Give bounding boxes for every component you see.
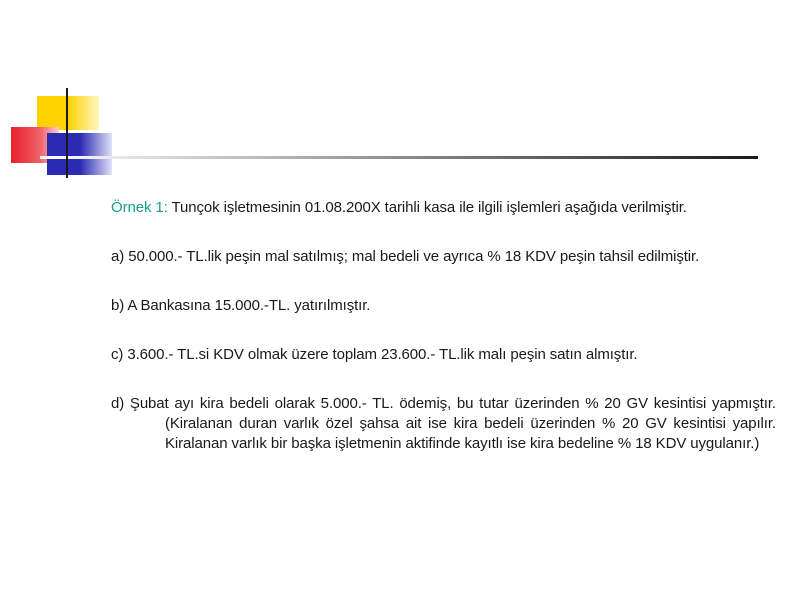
item-d: d) Şubat ayı kira bedeli olarak 5.000.- TL. ödemiş, bu tutar üzerinden % 20 GV kesintisi yapmıştır. (Kiralanan duran varlık özel şahsa ait ise kira bedeli üzerinden % 20 GV kesintisi yapılır. Kiralanan varlık bir başka işletmenin aktifinde kayıtlı ise kira bedeline % 18 KDV uygulanır.)	[111, 395, 776, 452]
vertical-line	[66, 88, 68, 178]
example-label: Örnek 1:	[111, 199, 168, 216]
item-a: a) 50.000.- TL.lik peşin mal satılmış; mal bedeli ve ayrıca % 18 KDV peşin tahsil edilmiştir.	[111, 248, 700, 265]
example-title	[111, 198, 776, 218]
decorative-squares-graphic	[0, 0, 800, 200]
yellow-gradient-square	[68, 96, 99, 130]
content-area	[111, 198, 776, 483]
blue-gradient-square	[80, 133, 112, 175]
blue-square	[47, 133, 80, 175]
example-text: Tunçok işletmesinin 01.08.200X tarihli kasa ile ilgili işlemleri aşağıda verilmiştir.	[167, 199, 687, 216]
yellow-square	[37, 96, 68, 130]
item-b: b) A Bankasına 15.000.-TL. yatırılmıştır.	[111, 297, 371, 314]
horizontal-divider-line	[40, 156, 758, 159]
item-c: c) 3.600.- TL.si KDV olmak üzere toplam 23.600.- TL.lik malı peşin satın almıştır.	[111, 346, 638, 363]
